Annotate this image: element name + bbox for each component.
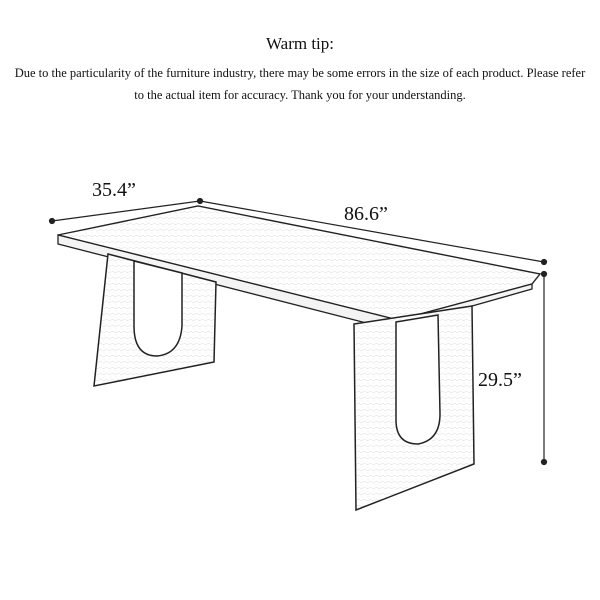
height-dimension-line: [542, 272, 547, 465]
depth-label: 35.4”: [92, 179, 136, 201]
right-leg-arch: [396, 315, 440, 444]
height-label: 29.5”: [478, 369, 522, 391]
warm-tip-title: Warm tip:: [265, 34, 335, 53]
warm-tip-text: Due to the particularity of the furniture industry, there may be some errors in the size of each product. Please refer to the actual item for accuracy. Thank you for your understanding.: [14, 66, 586, 102]
left-leg-arch: [134, 261, 182, 356]
length-label: 86.6”: [344, 203, 388, 225]
